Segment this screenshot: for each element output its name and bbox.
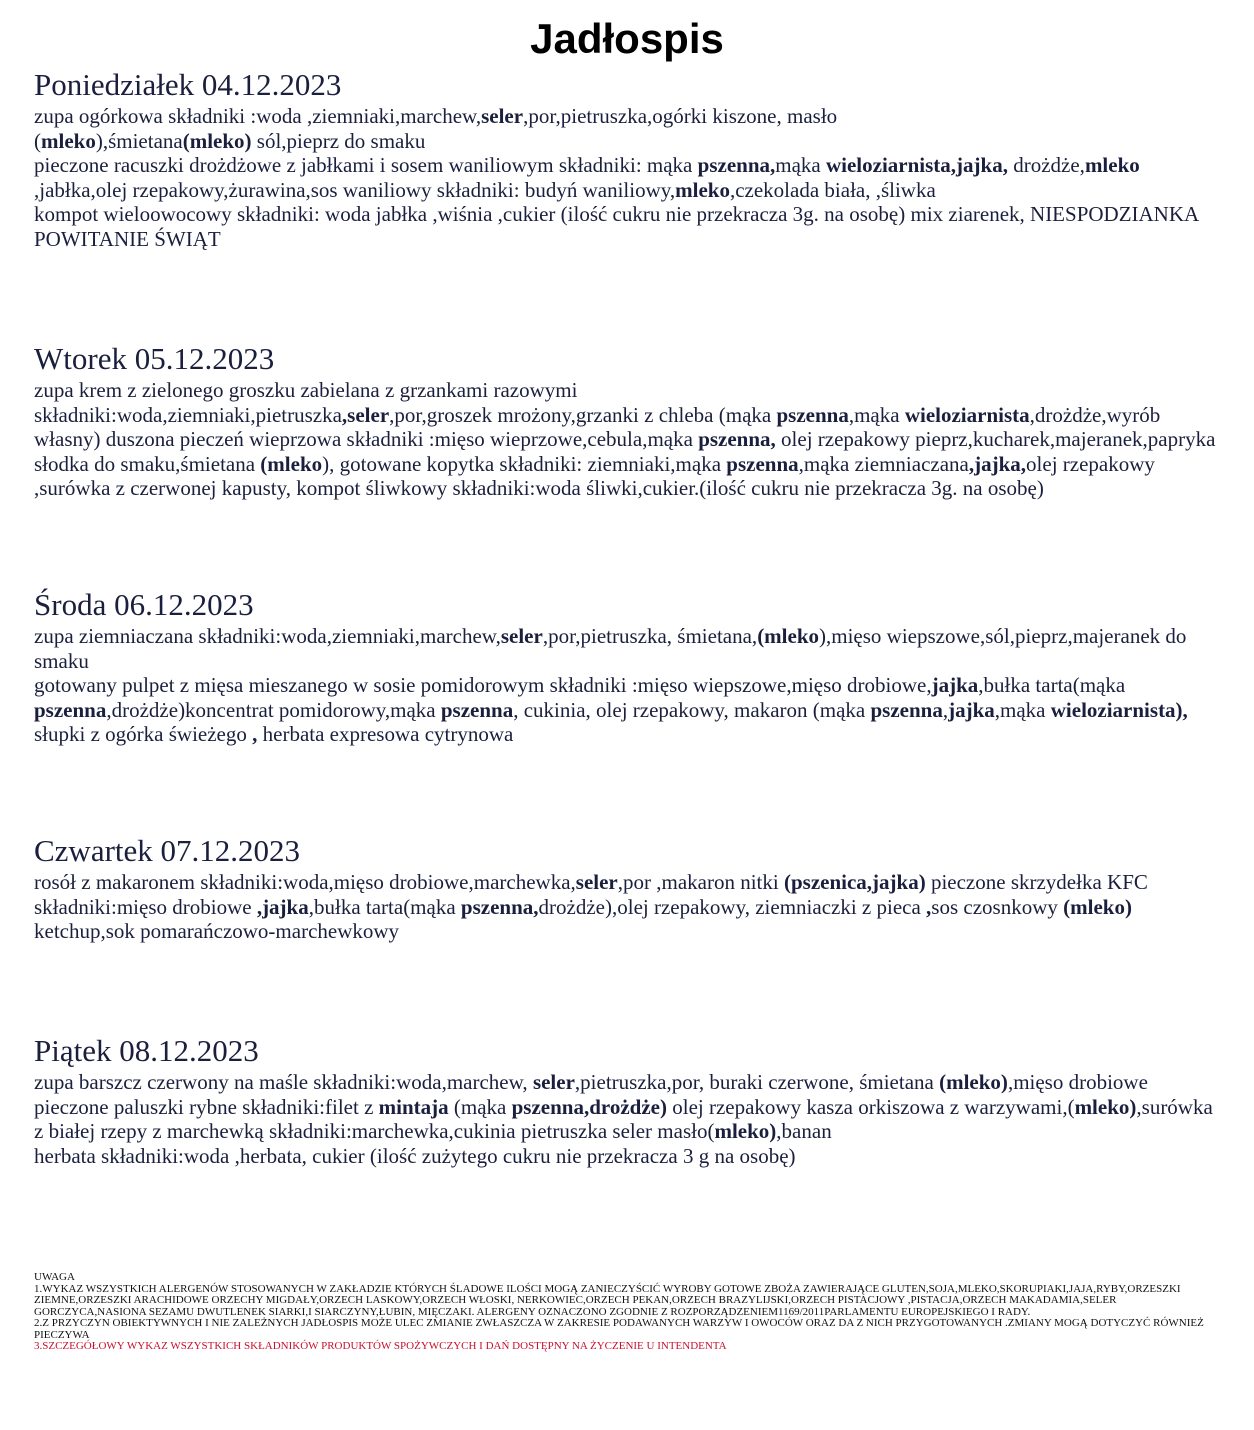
menu-text: rosół z makaronem składniki:woda,mięso drobiowe,marchewka,	[34, 870, 576, 894]
allergen-text: mleko)	[714, 1119, 777, 1143]
day-friday	[34, 1034, 1224, 1168]
menu-text: zupa ogórkowa składniki :woda ,ziemniaki,marchew,	[34, 104, 482, 128]
menu-text: ,mąka	[848, 402, 905, 427]
allergen-text: seler	[575, 870, 618, 894]
menu-text: ,por,pietruszka,ogórki kiszone, masło	[523, 104, 838, 128]
allergen-text: ,jajka	[256, 894, 309, 919]
allergen-text: pszenna	[726, 451, 799, 476]
allergen-text: mleko	[41, 128, 96, 153]
allergen-text: seler	[500, 624, 543, 648]
menu-text: kompot wieloowocowy składniki: woda jabłka ,wiśnia ,cukier (ilość cukru nie przekracza 3g. na osobę) mix ziarenek, NIESPODZIANKA POWITANIE ŚWIĄT	[34, 202, 1199, 251]
menu-text: mąka	[775, 153, 826, 177]
day-tuesday	[34, 342, 1224, 501]
allergen-text: seler	[532, 1070, 575, 1094]
allergen-text: (mleko	[260, 451, 323, 476]
allergen-text: ,jajka,	[968, 451, 1027, 476]
allergen-text: pszenna,	[698, 427, 776, 451]
allergen-text: jajka	[948, 697, 995, 722]
menu-text: pieczone racuszki drożdżowe z jabłkami i sosem waniliowym składniki: mąka	[34, 153, 698, 177]
day-wednesday	[34, 588, 1224, 747]
allergen-text: seler	[481, 104, 524, 128]
menu-text: (	[34, 128, 41, 153]
menu-text: ,banan	[776, 1119, 832, 1143]
menu-text: , cukinia, olej rzepakowy, makaron (mąka	[513, 697, 871, 722]
menu-text: ,bułka tarta(mąka	[308, 894, 461, 919]
menu-text: sos czosnkowy	[931, 894, 1064, 919]
allergen-text: pszenna,drożdże)	[511, 1094, 667, 1119]
day-heading: Poniedziałek 04.12.2023	[34, 67, 342, 102]
allergen-text: wieloziarnista),	[1050, 697, 1188, 722]
allergen-text: mleko	[1084, 153, 1140, 177]
allergen-notes	[34, 1272, 1204, 1353]
menu-text: ,drożdże)koncentrat pomidorowy,mąka	[106, 697, 441, 722]
day-menu-text	[34, 104, 1224, 251]
menu-text: ,surówka z białej rzepy z marchewką składniki:marchewka,cukinia pietruszka seler masło(	[34, 1094, 1213, 1143]
menu-text: ),śmietana	[95, 128, 183, 153]
allergen-text: pszenna	[870, 697, 943, 722]
allergen-text: ,	[252, 722, 258, 746]
day-heading: Czwartek 07.12.2023	[34, 833, 301, 868]
allergen-text: ,	[926, 894, 932, 919]
allergen-text: mleko)	[1074, 1094, 1137, 1119]
menu-text: olej rzepakowy pieprz,kucharek,majeranek,papryka słodka do smaku,śmietana	[34, 427, 1216, 476]
menu-text: ,pietruszka,por, buraki czerwone, śmietana	[574, 1070, 940, 1094]
menu-text: ),mięso wiepszowe,sól,pieprz,majeranek do smaku	[34, 624, 1187, 673]
allergen-text: pszenna	[440, 697, 514, 722]
day-menu-text	[34, 1070, 1224, 1168]
allergen-text: (mleko)	[1063, 894, 1132, 919]
menu-text: ,mięso drobiowe	[1007, 1070, 1148, 1094]
day-heading: Wtorek 05.12.2023	[34, 341, 275, 376]
allergen-text: (mleko)	[939, 1070, 1008, 1094]
menu-text: ,czekolada biała, ,śliwka	[729, 177, 936, 202]
menu-text: olej rzepakowy kasza orkiszowa z warzywami,(	[666, 1094, 1075, 1119]
notes-item: 2.Z PRZYCZYN OBIEKTYWNYCH I NIE ZALEŻNYCH JADŁOSPIS MOŻE ULEC ZMIANIE ZWŁASZCZA W ZAKRESIE PODAWANYCH WARZYW I OWOCÓW ORAZ DA Z NICH PRZYGOTOWANYCH .ZMIANY MOGĄ DOTYCZYĆ RÓWNIEŻ PIECZYWA	[34, 1317, 1204, 1341]
day-heading: Środa 06.12.2023	[34, 587, 254, 622]
menu-text: ,por,groszek mrożony,grzanki z chleba (mąka	[389, 402, 777, 427]
allergen-text: (pszenica,jajka)	[783, 870, 926, 894]
allergen-text: jajka	[931, 673, 979, 697]
menu-text: ,por,pietruszka, śmietana,	[542, 624, 758, 648]
allergen-text: pszenna	[776, 402, 849, 427]
menu-text: zupa barszcz czerwony na maśle składniki:woda,marchew,	[34, 1070, 533, 1094]
allergen-text: pszenna	[34, 697, 107, 722]
allergen-text: (mleko	[757, 624, 820, 648]
menu-text: gotowany pulpet z mięsa mieszanego w sosie pomidorowym składniki :mięso wiepszowe,mięso drobiowe,	[34, 673, 932, 697]
menu-text: ,	[942, 697, 949, 722]
allergen-text: pszenna,	[460, 894, 539, 919]
day-menu-text	[34, 378, 1224, 501]
menu-text: ), gotowane kopytka składniki: ziemniaki,mąka	[322, 451, 727, 476]
menu-text: słupki z ogórka świeżego	[34, 722, 253, 746]
day-menu-text	[34, 870, 1224, 944]
page-title: Jadłospis	[530, 15, 724, 62]
day-monday	[34, 68, 1224, 251]
menu-text: pieczone paluszki rybne składniki:filet z	[34, 1094, 379, 1119]
day-heading: Piątek 08.12.2023	[34, 1033, 259, 1068]
allergen-text: pszenna,	[697, 153, 776, 177]
allergen-text: wieloziarnista	[904, 402, 1030, 427]
day-thursday	[34, 834, 1224, 944]
menu-text: ,bułka tarta(mąka	[978, 673, 1126, 697]
notes-item: 1.WYKAZ WSZYSTKICH ALERGENÓW STOSOWANYCH W ZAKŁADZIE KTÓRYCH ŚLADOWE ILOŚCI MOGĄ ZANIECZYŚCIĆ WYROBY GOTOWE ZBOŻA ZAWIERAJĄCE GLUTEN,SOJA,MLEKO,SKORUPIAKI,JAJA,RYBY,ORZESZKI ZIEMNE,ORZESZKI ARACHIDOWE ORZECHY MIGDAŁY,ORZECH LASKOWY,ORZECH WŁOSKI, NERKOWIEC,ORZECH PEKAN,ORZECH BRAZYLIJSKI,ORZECH PISTACJOWY ,PISTACJA,ORZECH MAKADAMIA,SELER GORCZYCA,NASIONA SEZAMU DWUTLENEK SIARKI,I SIARCZYNY,ŁUBIN, MIĘCZAKI. ALERGENY OZNACZONO ZGODNIE Z ROZPORZĄDZENIEM1169/2011PARLAMENTU EUROPEJSKIEGO I RADY.	[34, 1282, 1181, 1318]
menu-text: zupa ziemniaczana składniki:woda,ziemniaki,marchew,	[34, 624, 501, 648]
allergen-text: (mleko)	[182, 128, 252, 153]
menu-text: ,por ,makaron nitki	[617, 870, 784, 894]
menu-text: olej rzepakowy ,surówka z czerwonej kapusty, kompot śliwkowy składniki:woda śliwki,cukier.(ilość cukru nie przekracza 3g. na osobę)	[34, 451, 1155, 500]
menu-text: pieczone skrzydełka KFC składniki:mięso drobiowe	[34, 870, 1148, 919]
menu-text: herbata expresowa cytrynowa	[257, 722, 514, 746]
allergen-text: ,seler	[341, 402, 390, 427]
menu-text: zupa krem z zielonego groszku zabielana z grzankami razowymi	[34, 378, 578, 402]
notes-heading: UWAGA	[34, 1271, 75, 1283]
allergen-text: wieloziarnista,jajka,	[825, 153, 1008, 177]
menu-text: (mąka	[448, 1094, 512, 1119]
menu-text: drożdże,	[1007, 153, 1085, 177]
notes-highlight: 3.SZCZEGÓŁOWY WYKAZ WSZYSTKICH SKŁADNIKÓW PRODUKTÓW SPOŻYWCZYCH I DAŃ DOSTĘPNY NA ŻYCZENIE U INTENDENTA	[34, 1340, 727, 1352]
menu-text: składniki:woda,ziemniaki,pietruszka	[34, 402, 342, 427]
menu-text: drożdże),olej rzepakowy, ziemniaczki z pieca	[538, 894, 927, 919]
day-menu-text	[34, 624, 1224, 747]
menu-text: sól,pieprz do smaku	[251, 128, 426, 153]
menu-text: ketchup,sok pomarańczowo-marchewkowy	[34, 919, 400, 943]
menu-text: ,mąka	[994, 697, 1051, 722]
menu-text: ,jabłka,olej rzepakowy,żurawina,sos waniliowy składniki: budyń waniliowy,	[34, 177, 676, 202]
allergen-text: mintaja	[378, 1094, 449, 1119]
allergen-text: mleko	[675, 177, 730, 202]
menu-text: ,drożdże,wyrób własny) duszona pieczeń wieprzowa składniki :mięso wieprzowe,cebula,mąka	[34, 402, 1161, 451]
menu-text: ,mąka ziemniaczana	[798, 451, 969, 476]
menu-text: herbata składniki:woda ,herbata, cukier (ilość zużytego cukru nie przekracza 3 g na osobę)	[34, 1143, 796, 1168]
